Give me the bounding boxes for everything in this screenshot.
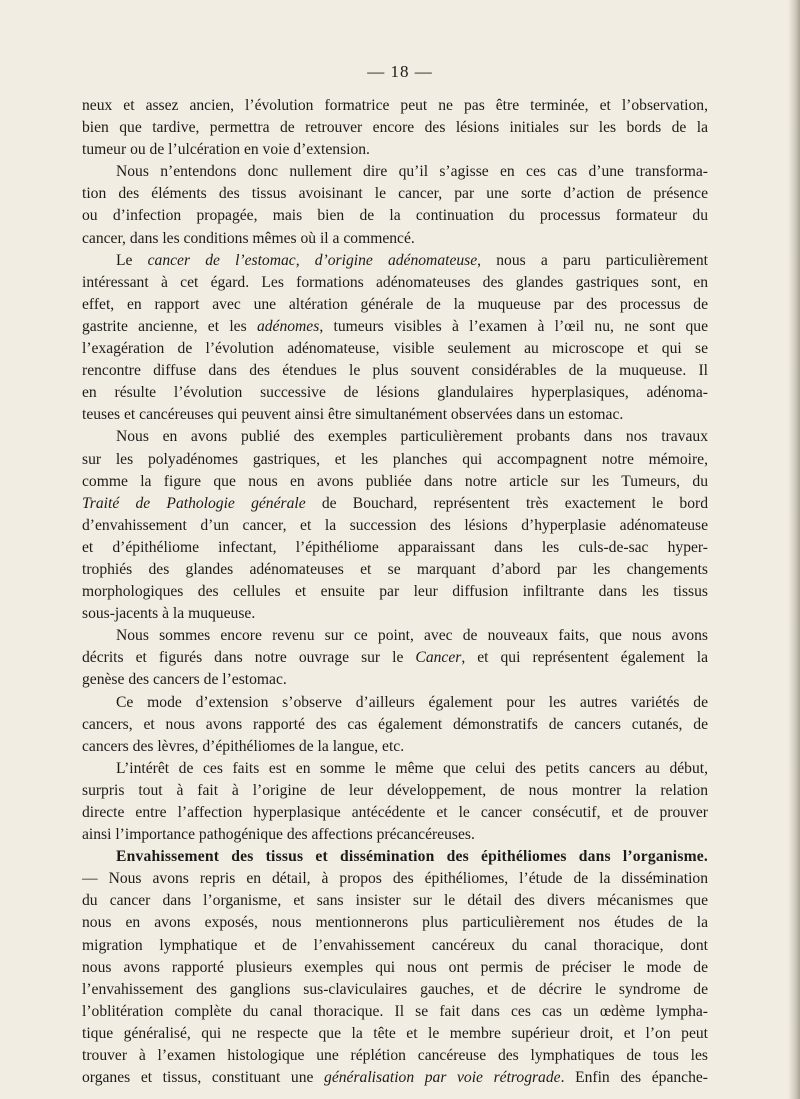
italic-term: généralisation par voie rétrograde [324,1069,561,1087]
text-line: l’exagération de l’évolution adénomateuse, visible seulement au microscope et qui se [82,340,708,358]
page-edge-shadow [788,0,800,1099]
text-run: , nous a paru particulièrement [477,251,708,269]
text-line [82,316,708,338]
text-line [82,1067,708,1089]
text-line: tique généralisé, qui ne respecte que la tête et le membre supérieur droit, et l’on peut [82,1024,708,1042]
italic-term: cancer de l’estomac, d’origine adénomateuse [147,251,478,269]
text-line: nous avons rapporté plusieurs exemples qui nous ont permis de préciser le mode de [82,958,708,976]
section-heading: Envahissement des tissus et dissémination des épithéliomes dans l’organisme. [116,848,708,866]
text-run: gastrite ancienne, et les [82,317,257,335]
text-line: — Nous avons repris en détail, à propos des épithéliomes, l’étude de la dissémination [82,870,708,888]
text-run: de Bouchard, représentent très exactement le bord [305,494,708,512]
text-line: Ce mode d’extension s’observe d’ailleurs également pour les autres variétés de [116,693,708,711]
text-line: l’envahissement des ganglions sus-claviculaires gauches, et de décrire le syndrome de [82,980,708,998]
text-line: ainsi l’importance pathogénique des affections précancéreuses. [82,826,475,844]
body-text [82,95,708,1089]
text-line: tion des éléments des tissus avoisinant le cancer, par une sorte d’action de présence [82,185,708,203]
text-line: surpris tout à fait à l’origine de leur développement, de nous montrer la relation [82,781,708,799]
text-line: Nous en avons publié des exemples particulièrement probants dans nos travaux [116,428,708,446]
text-line: comme la figure que nous en avons publiée dans notre article sur les Tumeurs, du [82,472,708,490]
text-line: neux et assez ancien, l’évolution formatrice peut ne pas être terminée, et l’observation, [82,97,708,114]
text-run: Le [116,251,148,269]
text-line [82,493,708,515]
text-run: . Enfin des épanche- [560,1069,709,1087]
text-line: sur les polyadénomes gastriques, et les planches qui accompagnent notre mémoire, [82,450,708,468]
text-line: tumeur ou de l’ulcération en voie d’extension. [82,141,370,159]
text-line: nous en avons exposés, nous mentionnerons plus particulièrement nos études de la [82,914,708,932]
italic-term: Traité de Pathologie générale [82,494,306,512]
text-line: rencontre diffuse dans des étendues le plus souvent considérables de la muqueuse. Il [82,362,708,380]
text-line: cancer, dans les conditions mêmes où il a commencé. [82,229,415,247]
text-line: du cancer dans l’organisme, et sans insister sur le détail des divers mécanismes que [82,892,708,910]
text-line: trophiés des glandes adénomateuses et se marquant d’abord par les changements [82,560,708,578]
text-run: décrits et figurés dans notre ouvrage sur le [82,649,416,667]
text-line: trouver à l’examen histologique une réplétion cancéreuse des lymphatiques de tous les [82,1047,708,1065]
text-line: effet, en rapport avec une altération générale de la muqueuse par des processus de [82,295,708,313]
italic-term: adénomes [256,317,320,335]
text-line: Nous sommes encore revenu sur ce point, avec de nouveaux faits, que nous avons [116,627,708,645]
text-line: teuses et cancéreuses qui peuvent ainsi être simultanément observées dans un estomac. [82,406,624,424]
text-line: bien que tardive, permettra de retrouver encore des lésions initiales sur les bords de la [82,119,708,137]
text-line: cancers, et nous avons rapporté des cas également démonstratifs de cancers cutanés, de [82,715,708,733]
text-line: morphologiques des cellules et ensuite par leur diffusion infiltrante dans les tissus [82,583,708,601]
page-number: — 18 — [367,62,433,81]
text-run: organes et tissus, constituant une [82,1069,325,1087]
text-line: l’oblitération complète du canal thoracique. Il se fait dans ces cas un œdème lympha- [82,1002,708,1020]
text-line: migration lymphatique et de l’envahissement cancéreux du canal thoracique, dont [82,936,708,954]
text-line: sous-jacents à la muqueuse. [82,605,256,623]
text-run: , tumeurs visibles à l’examen à l’œil nu, ne sont que [319,317,709,335]
text-line [82,250,708,272]
text-line: d’envahissement d’un cancer, et la succession des lésions d’hyperplasie adénomateuse [82,516,708,534]
text-line: en résulte l’évolution successive de lésions glandulaires hyperplasiques, adénoma- [82,384,708,402]
text-line: ou d’infection propagée, mais bien de la continuation du processus formateur du [82,207,708,225]
italic-term: Cancer [415,649,462,667]
text-line: Nous n’entendons donc nullement dire qu’il s’agisse en ces cas d’une transforma- [116,163,708,181]
text-line: intéressant à cet égard. Les formations adénomateuses des glandes gastriques sont, en [82,273,708,291]
text-line: cancers des lèvres, d’épithéliomes de la langue, etc. [82,737,405,755]
text-line [82,647,708,669]
text-line: L’intérêt de ces faits est en somme le même que celui des petits cancers au début, [116,759,708,777]
text-line: et d’épithéliome infectant, l’épithéliome apparaissant dans les culs-de-sac hyper- [82,538,708,556]
text-line: genèse des cancers de l’estomac. [82,671,287,689]
text-run: , et qui représentent également la [461,649,709,667]
text-line: directe entre l’affection hyperplasique antécédente et le cancer consécutif, et de prouver [82,804,708,821]
